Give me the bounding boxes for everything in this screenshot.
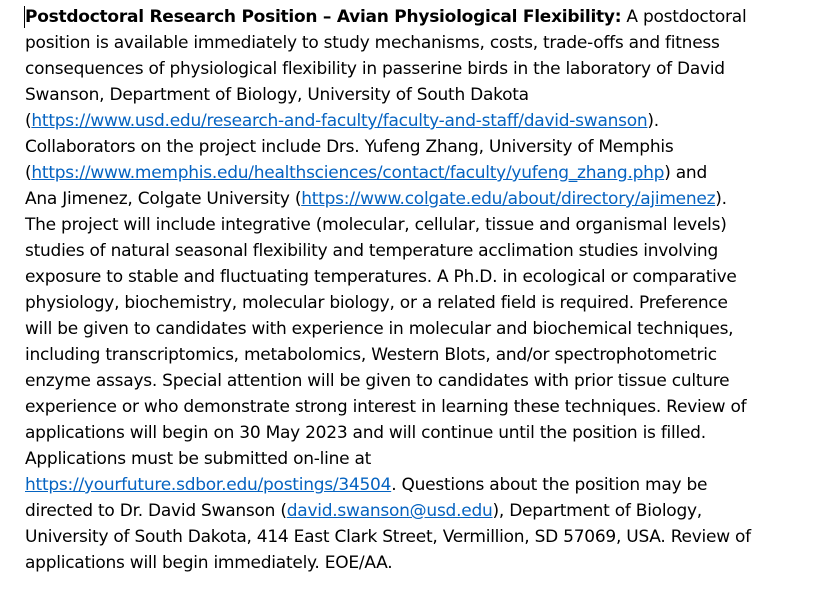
line-20 (25, 498, 816, 524)
line-9: The project will include integrative (molecular, cellular, tissue and organismal levels) (25, 215, 727, 235)
colgate-jimenez-link[interactable]: https://www.colgate.edu/about/directory/ajimenez (301, 189, 716, 209)
line-15: enzyme assays. Special attention will be given to candidates with prior tissue culture (25, 371, 730, 391)
email-link[interactable]: david.swanson@usd.edu (286, 501, 493, 521)
line-text: ), Department of Biology, (492, 501, 702, 521)
job-posting-text[interactable] (25, 4, 816, 576)
line-text: ). (715, 189, 727, 209)
line-12: physiology, biochemistry, molecular biology, or a related field is required. Preference (25, 293, 728, 313)
line-22: applications will begin immediately. EOE/AA. (25, 553, 393, 573)
line-1 (25, 4, 816, 30)
line-6: Collaborators on the project include Drs. Yufeng Zhang, University of Memphis (25, 137, 674, 157)
line-13: will be given to candidates with experience in molecular and biochemical techniques, (25, 319, 734, 339)
line-text: Ana Jimenez, Colgate University ( (25, 189, 302, 209)
line-8 (25, 186, 816, 212)
line-14: including transcriptomics, metabolomics, Western Blots, and/or spectrophotometric (25, 345, 717, 365)
line-21: University of South Dakota, 414 East Clark Street, Vermillion, SD 57069, USA. Review of (25, 527, 751, 547)
application-portal-link[interactable]: https://yourfuture.sdbor.edu/postings/34504 (25, 475, 392, 495)
line-19 (25, 472, 816, 498)
line-4: Swanson, Department of Biology, University of South Dakota (25, 85, 529, 105)
line-text: ( (25, 163, 32, 183)
line-11: exposure to stable and fluctuating temperatures. A Ph.D. in ecological or comparative (25, 267, 737, 287)
line-text: A postdoctoral (621, 7, 747, 27)
line-18: Applications must be submitted on-line at (25, 449, 372, 469)
usd-swanson-link[interactable]: https://www.usd.edu/research-and-faculty/faculty-and-staff/david-swanson (31, 111, 648, 131)
line-16: experience or who demonstrate strong interest in learning these techniques. Review of (25, 397, 747, 417)
line-5 (25, 108, 816, 134)
line-text: . Questions about the position may be (391, 475, 708, 495)
line-text: ). (647, 111, 659, 131)
line-10: studies of natural seasonal flexibility and temperature acclimation studies involving (25, 241, 718, 261)
line-text: ) and (664, 163, 707, 183)
line-17: applications will begin on 30 May 2023 and will continue until the position is filled. (25, 423, 706, 443)
line-3: consequences of physiological flexibility in passerine birds in the laboratory of David (25, 59, 725, 79)
line-text: ( (25, 111, 32, 131)
posting-title: Postdoctoral Research Position – Avian Physiological Flexibility: (25, 7, 622, 27)
line-7 (25, 160, 816, 186)
line-2: position is available immediately to study mechanisms, costs, trade-offs and fitness (25, 33, 720, 53)
line-text: directed to Dr. David Swanson ( (25, 501, 287, 521)
memphis-zhang-link[interactable]: https://www.memphis.edu/healthsciences/contact/faculty/yufeng_zhang.php (31, 163, 665, 183)
